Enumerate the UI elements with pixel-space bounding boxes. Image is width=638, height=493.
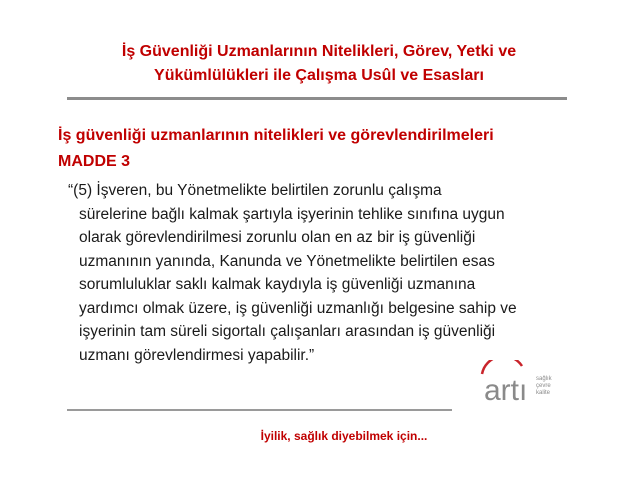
quote-line: işyerinin tam süreli sigortalı çalışanları arasından iş güvenliği <box>79 323 496 340</box>
quote-line: uzmanının yanında, Kanunda ve Yönetmelikte belirtilen esas <box>79 252 495 270</box>
regulation-quote <box>68 179 588 367</box>
logo-tagline-1: sağlık <box>536 376 552 382</box>
logo-tagline-2: çevre <box>536 383 551 389</box>
quote-line: sürelerine bağlı kalmak şartıyla işyerinin tehlike sınıfına uygun <box>79 205 505 223</box>
title-divider <box>67 97 567 100</box>
quote-line: sorumluluklar saklı kalmak kaydıyla iş güvenliği uzmanına <box>79 276 476 293</box>
arti-logo <box>478 360 588 410</box>
footer-slogan: İyilik, sağlık diyebilmek için... <box>260 429 428 443</box>
article-number: MADDE 3 <box>58 153 131 170</box>
slide-title <box>60 40 578 88</box>
section-heading: İş güvenliği uzmanlarının nitelikleri ve görevlendirilmeleri <box>58 127 494 144</box>
logo-brand: artı <box>484 374 528 407</box>
logo-tagline-3: kalite <box>536 390 551 396</box>
title-line-2: Yükümlülükleri ile Çalışma Usûl ve Esasları <box>154 67 484 84</box>
footer-divider <box>67 409 452 411</box>
quote-line: uzmanı görevlendirmesi yapabilir.” <box>79 346 315 364</box>
quote-line: “(5) İşveren, bu Yönetmelikte belirtilen zorunlu çalışma <box>68 182 442 199</box>
quote-line: olarak görevlendirilmesi zorunlu olan en az bir iş güvenliği <box>79 229 476 246</box>
logo-arc <box>482 360 522 374</box>
title-line-1: İş Güvenliği Uzmanlarının Nitelikleri, Görev, Yetki ve <box>121 43 517 60</box>
quote-line: yardımcı olmak üzere, iş güvenliği uzmanlığı belgesine sahip ve <box>79 299 517 317</box>
